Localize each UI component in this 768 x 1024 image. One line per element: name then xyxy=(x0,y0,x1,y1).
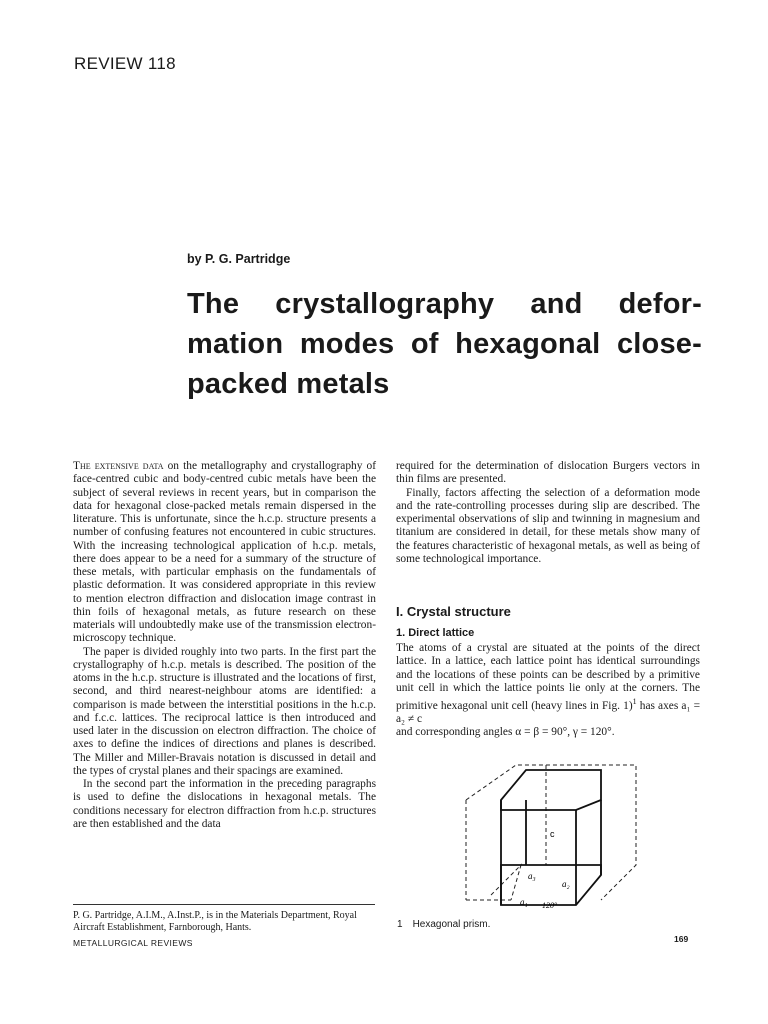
right-column-body xyxy=(396,642,700,740)
figure-caption xyxy=(397,919,490,930)
series-label: REVIEW 118 xyxy=(74,54,176,73)
lattice-text: The atoms of a crystal are situated at the points of the direct lattice. In a lattice, each lattice point has identical surroundings and the locations of these points can be described by a primitive unit cell in which the lattice points lie only at the corners. The primitive hexagonal unit cell (heavy lines in Fig. 1) xyxy=(396,642,700,712)
footnote-rule xyxy=(73,904,375,905)
lattice-paragraph xyxy=(396,642,700,726)
subsection-heading: 1. Direct lattice xyxy=(396,627,475,639)
dashed-base-link xyxy=(491,865,521,900)
finally-paragraph: Finally, factors affecting the selection of a deformation mode and the rate-controlling processes during slip are described. The experimental observations of slip and twinning in magnesium and titanium are considered in detail, for these metals show many of the features characteristic of hexagonal metals, as well as being of some technological importance. xyxy=(396,486,700,565)
reference-marker: 1 xyxy=(632,697,637,706)
caption-text: Hexagonal prism. xyxy=(412,919,491,930)
section-heading: I. Crystal structure xyxy=(396,604,511,619)
label-a1: a₁ xyxy=(520,897,528,907)
caption-number: 1 xyxy=(397,919,403,930)
hexagonal-prism-figure xyxy=(456,755,656,915)
label-angle: 120° xyxy=(542,901,558,910)
author-footnote: P. G. Partridge, A.I.M., A.Inst.P., is in the Materials Department, Royal Aircraft Establishment, Farnborough, Hants. xyxy=(73,910,357,933)
intro-text: on the metallography and crystallography of face-centred cubic and body-centred cubic metals have been the subject of several reviews in recent years, but in comparison the data for hexagonal close-packed metals remain dispersed in the literature. This is unfortunate, since the h.c.p. structure presents a number of confusing features not encountered in cubic structures. With the increasing technological application of h.c.p. metals, there does appear to be a need for a summary of the structure of these metals, with particular emphasis on the fundamentals of plastic deformation. It was considered appropriate in this review to mention electron diffraction and dislocation image contrast in thin foils of hexagonal metals, as future research on these materials will undoubtedly make use of the transmission electron-microscopy technique. xyxy=(73,460,376,645)
label-c: c xyxy=(550,829,555,839)
top-face xyxy=(501,770,601,810)
label-a3: a₃ xyxy=(528,871,536,881)
continued-paragraph: required for the determination of dislocation Burgers vectors in thin films are presented. xyxy=(396,460,700,486)
angles-line: and corresponding angles α = β = 90°, γ = 120°. xyxy=(396,726,615,739)
article-title: The crystallography and defor- mation modes of hexagonal close-packed metals xyxy=(187,288,702,400)
second-part-paragraph: In the second part the information in the preceding paragraphs is used to define the dislocations in hexagonal metals. The conditions necessary for electron diffraction from h.c.p. structures are then established and the data xyxy=(73,778,376,830)
intro-paragraph xyxy=(73,460,376,646)
journal-name: METALLURGICAL REVIEWS xyxy=(73,938,193,948)
outline-paragraph: The paper is divided roughly into two parts. In the first part the crystallography of h.c.p. metals is described. The position of the atoms in the h.c.p. structure is illustrated and the locations of first, second, and third nearest-neighbour atoms are identified: a comparison is made between the interstitial positions in the h.c.p. and f.c.c. lattices. The reciprocal lattice is then introduced and used later in the discussion on electron diffraction. The choice of axes to define the indices of directions and planes is described. The Miller and Miller-Bravais notation is discussed in detail and the types of crystal planes and their spacings are examined. xyxy=(73,645,376,777)
label-a2: a₂ xyxy=(562,879,570,889)
page-number: 169 xyxy=(674,934,689,944)
lead-in: The extensive data xyxy=(73,460,164,472)
author-byline: by P. G. Partridge xyxy=(187,252,291,266)
axes-text: has axes a₁ = a₂ ≠ c xyxy=(396,699,700,726)
base-face xyxy=(501,865,601,905)
right-column-top xyxy=(396,460,700,566)
left-column xyxy=(73,460,376,831)
